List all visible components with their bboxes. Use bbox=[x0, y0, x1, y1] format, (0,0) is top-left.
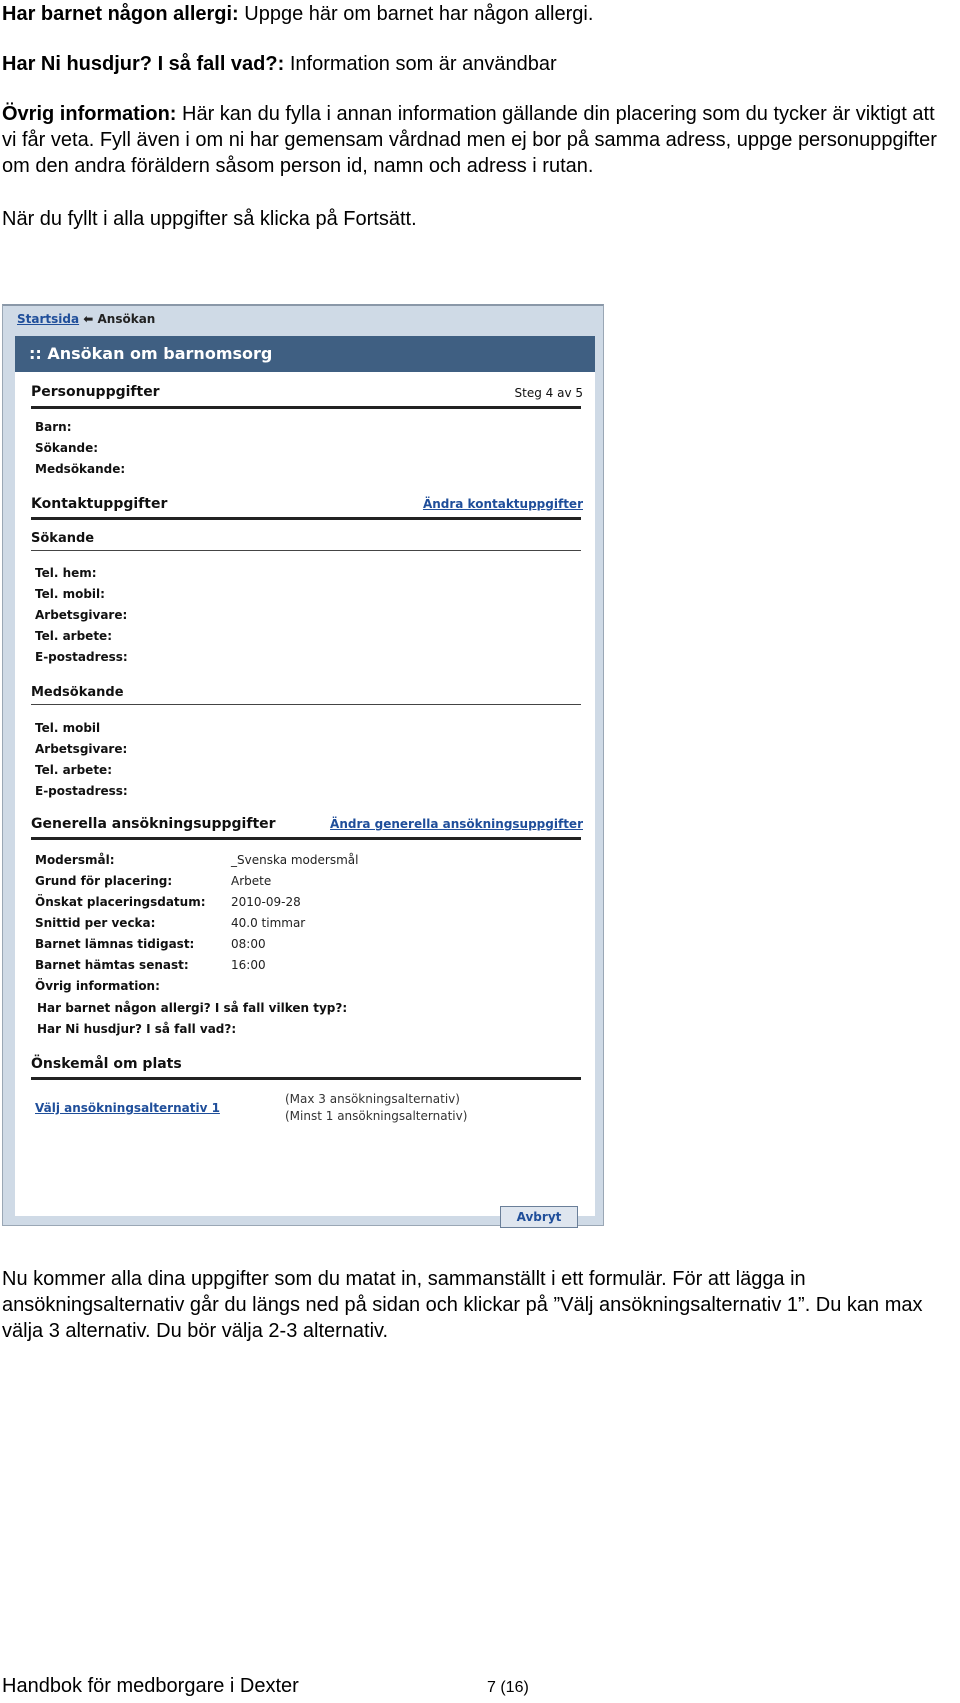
label-co-tel-arbete: Tel. arbete: bbox=[35, 763, 112, 777]
label-modersmal: Modersmål: bbox=[35, 853, 115, 867]
choose-alternative-link[interactable]: Välj ansökningsalternativ 1 bbox=[35, 1101, 220, 1115]
page-number: 7 (16) bbox=[487, 1679, 529, 1696]
divider bbox=[31, 1077, 581, 1080]
min-note: (Minst 1 ansökningsalternativ) bbox=[285, 1109, 468, 1123]
continue-paragraph: När du fyllt i alla uppgifter så klicka på Fortsätt. bbox=[2, 208, 417, 230]
edit-contact-link[interactable]: Ändra kontaktuppgifter bbox=[422, 497, 583, 511]
step-indicator: Steg 4 av 5 bbox=[514, 386, 583, 400]
label-sokande: Sökande: bbox=[35, 441, 99, 455]
breadcrumb-current: Ansökan bbox=[97, 312, 156, 326]
label-ovrig: Övrig information: bbox=[35, 979, 160, 993]
allergy-label: Har barnet någon allergi: bbox=[2, 3, 239, 25]
divider bbox=[31, 517, 581, 520]
other-info-paragraph bbox=[2, 101, 952, 179]
contact-section-title: Kontaktuppgifter bbox=[31, 496, 168, 512]
label-hamtas: Barnet hämtas senast: bbox=[35, 958, 189, 972]
personal-section-title: Personuppgifter bbox=[31, 384, 160, 400]
value-hamtas: 16:00 bbox=[231, 958, 266, 972]
divider bbox=[31, 550, 581, 551]
applicant-subtitle: Sökande bbox=[31, 531, 95, 546]
footer-title: Handbok för medborgare i Dexter bbox=[2, 1675, 299, 1697]
label-snittid: Snittid per vecka: bbox=[35, 916, 156, 930]
redaction bbox=[127, 574, 237, 634]
label-co-arbetsgivare: Arbetsgivare: bbox=[35, 742, 128, 756]
breadcrumb-home-link[interactable]: Startsida bbox=[17, 312, 80, 326]
allergy-paragraph bbox=[2, 1, 952, 27]
value-grund: Arbete bbox=[231, 874, 272, 888]
value-modersmal: _Svenska modersmål bbox=[231, 853, 359, 867]
label-tel-arbete: Tel. arbete: bbox=[35, 629, 112, 643]
edit-general-link[interactable]: Ändra generella ansökningsuppgifter bbox=[330, 817, 583, 831]
label-pets: Har Ni husdjur? I så fall vad?: bbox=[37, 1022, 237, 1036]
redaction bbox=[127, 726, 267, 742]
label-arbetsgivare: Arbetsgivare: bbox=[35, 608, 128, 622]
divider bbox=[31, 406, 581, 409]
other-info-text: Här kan du fylla i annan information gällande din placering som du tycker är viktigt att vi får veta. Fyll även i om ni har gemensam vårdnad men ej bor på samma adress, uppge personuppgifter om den andra föräldern såsom person id, namn och adress i rutan. bbox=[2, 103, 937, 177]
back-arrow-icon: ⬅ bbox=[83, 312, 94, 326]
label-tel-hem: Tel. hem: bbox=[35, 566, 97, 580]
label-tel-mobil: Tel. mobil: bbox=[35, 587, 105, 601]
label-allergy: Har barnet någon allergi? I så fall vilken typ?: bbox=[37, 1001, 348, 1015]
cancel-button[interactable]: Avbryt bbox=[500, 1206, 578, 1228]
max-note: (Max 3 ansökningsalternativ) bbox=[285, 1092, 460, 1106]
label-epost: E-postadress: bbox=[35, 650, 128, 664]
panel-title: :: Ansökan om barnomsorg bbox=[15, 336, 595, 372]
coapplicant-subtitle: Medsökande bbox=[31, 685, 124, 700]
divider bbox=[31, 704, 581, 705]
label-barn: Barn: bbox=[35, 420, 72, 434]
allergy-text: Uppge här om barnet har någon allergi. bbox=[238, 3, 594, 25]
label-placeringsdatum: Önskat placeringsdatum: bbox=[35, 895, 206, 909]
pets-label: Har Ni husdjur? I så fall vad?: bbox=[2, 53, 285, 75]
value-placeringsdatum: 2010-09-28 bbox=[231, 895, 301, 909]
value-snittid: 40.0 timmar bbox=[231, 916, 306, 930]
label-lamnas: Barnet lämnas tidigast: bbox=[35, 937, 195, 951]
divider bbox=[31, 837, 581, 840]
value-lamnas: 08:00 bbox=[231, 937, 266, 951]
wishes-section-title: Önskemål om plats bbox=[31, 1056, 182, 1072]
label-grund: Grund för placering: bbox=[35, 874, 173, 888]
application-screenshot bbox=[2, 304, 604, 1226]
other-info-label: Övrig information: bbox=[2, 103, 177, 125]
application-panel bbox=[15, 336, 595, 1224]
label-medsokande: Medsökande: bbox=[35, 462, 126, 476]
breadcrumb bbox=[17, 312, 155, 326]
redaction bbox=[183, 420, 373, 476]
label-co-epost: E-postadress: bbox=[35, 784, 128, 798]
label-co-tel-mobil: Tel. mobil bbox=[35, 721, 101, 735]
general-section-title: Generella ansökningsuppgifter bbox=[31, 816, 276, 832]
summary-paragraph: Nu kommer alla dina uppgifter som du matat in, sammanställt i ett formulär. För att lägga in ansökningsalternativ går du längs ned på sidan och klickar på ”Välj ansökningsalternativ 1”. Du kan max välja 3 alternativ. Du bör välja 2-3 alternativ. bbox=[2, 1268, 923, 1342]
pets-paragraph bbox=[2, 51, 952, 77]
pets-text: Information som är användbar bbox=[284, 53, 557, 75]
